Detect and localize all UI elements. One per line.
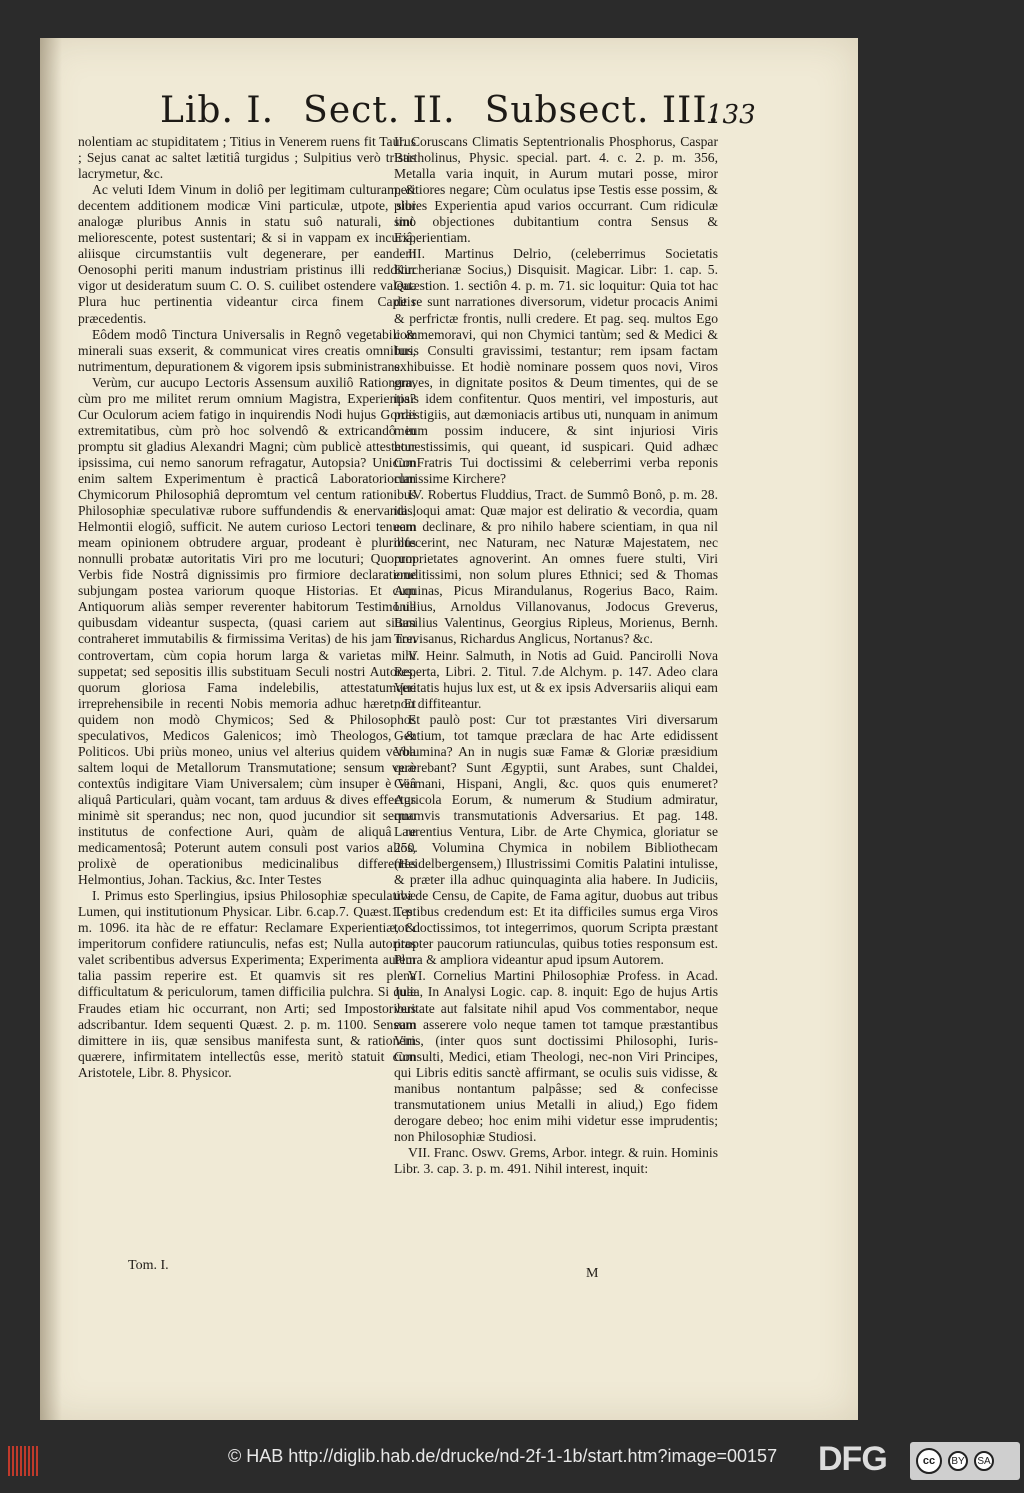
paragraph: Verùm, cur aucupo Lectoris Assensum auxiliô Rationum, cùm pro me militet rerum omnium Magistra, Experientia? Cur Oculorum aciem fatigo in inquirendis Nodi hujus Gordii extremitatibus, cùm prò hoc solvendô & extricandô in promptu sit gladius Alexandri Magni; cùm publicè attestetur ipsissima, cui nemo sanorum refragatur, Autopsia? Unicum enim saltem Experimentum è practicâ Laboratoriorum Chymicorum Philosophiâ depromtum vel centum rationibus Philosophiæ speculativæ rubore suffundendis & enervandis, Helmontii elogiô, sufficit. Ne autem curioso Lectori tenuem meam opinionem obtrudere arguar, prodeant è pluribus nonnulli probatæ autoritatis Viri pro me locuturi; Quorum Verbis fide Nostrâ dignissimis pro firmiore declaratione subjungam postea variorum quoque Historias. Et cum Antiquorum aliàs semper reverenter habitorum Testimonia quibusdam videantur suspecta, (quasi cariem aut situm contraheret immutabilis & firmissima Veritas) de his jam non controvertam, cùm copia horum larga & varietas mihi suppetat; sed sepositis illis substituam Seculi nostri Autores, quorum gloriosa Fama indelebilis, attestatumque irreprehensibile in recenti Nobis memoria adhuc hæret; Et quidem non modò Chymicos; Sed & Philosophos speculativos, Medicos Galenicos; imò Theologos, & Politicos. Ubi priùs moneo, unius vel alterius quidem verba saltem loqui de Metallorum Transmutatione; sensum verò contextûs indigitare Viam Universalem; cùm insuper è Viâ aliquâ Particulari, quàm vocant, tam arduus & dives effectus minimè sit sperandus; nec non, quod jucundior sit sermo institutus de confectione Auri, quàm de aliquâ re medicamentosâ; Poterunt autem consuli post varios alios, prolixè de operationibus medicinalibus differentes Helmontius, Johan. Tackius, &c. Inter Testes: [78, 374, 416, 888]
paragraph: IV. Robertus Fluddius, Tract. de Summô Bonô, p. m. 28. ita loqui amat: Quæ major est deliratio & vecordia, quam eam declinare, & pro nihilo habere scientiam, in qua nil olfecerint, nec Naturam, nec Naturæ Majestatem, nec proprietates agnoverint. An omnes fuere stulti, Viri eruditissimi, non solum plures Ethnici; sed & Thomas Aquinas, Picus Mirandulanus, Rogerius Baco, Raim. Lullius, Arnoldus Villanovanus, Jodocus Greverus, Basilius Valentinus, Georgius Ripleus, Morienus, Bernh. Trevisanus, Richardus Anglicus, Nortanus? &c.: [394, 487, 718, 647]
paragraph: Eôdem modô Tinctura Universalis in Regnô vegetabili & minerali suas exserit, & communicat vires creatis omnibus, nutrimentum, depurationem & vigorem ipsis subministrans.: [78, 326, 416, 374]
right-text-column: [394, 134, 718, 1177]
viewer-footer: [0, 1430, 1024, 1493]
copyright-link[interactable]: © HAB http://diglib.hab.de/drucke/nd-2f-1-1b/start.htm?image=00157: [228, 1446, 778, 1466]
page-gutter-shadow: [40, 38, 62, 1420]
by-icon: BY: [948, 1451, 968, 1471]
paragraph: II. Coruscans Climatis Septentrionalis Phosphorus, Caspar Bartholinus, Physic. special. part. 4. c. 2. p. m. 356, Metalla varia inquit, in Aurum mutari posse, miror peritiores negare; Cùm oculatus ipse Testis esse possim, & plures Experientia apud varios occurrant. Cum ridiculæ sint objectiones dubitantium contra Sensus & Experientiam.: [394, 134, 718, 246]
header-lib: Lib. I.: [160, 90, 275, 131]
header-sect: Sect. II.: [303, 90, 456, 131]
paragraph: VI. Cornelius Martini Philosophiæ Profess. in Acad. Julia, In Analysi Logic. cap. 8. inquit: Ego de hujus Artis veritate aut falsitate nihil apud Vos commentabor, neque eam asserere volo neque tamen tot tamque præstantibus Viris, (inter quos sunt doctissimi Philosophi, Iuris-Consulti, Medici, etiam Theologi, nec-non Viri Principes, qui Libris editis sanctè affirmant, se oculis suis vidisse, & manibus nontantum palpâsse; sed & confecisse transmutationem unius Metalli in aliud,) Ego fidem derogare debeo; hoc enim mihi videtur esse imprudentis; non Philosophiæ Studiosi.: [394, 968, 718, 1144]
dfg-logo[interactable]: DFG: [818, 1440, 887, 1478]
paragraph: III. Martinus Delrio, (celeberrimus Societatis Kircherianæ Socius,) Disquisit. Magicar. Libr: 1. cap. 5. Quæstion. 1. sectiôn 4. p. m. 71. sic loquitur: Quia tot hac de re sunt narrationes diversorum, videtur procacis Animi & perfrictæ frontis, nulli credere. Et pag. seq. multos Ego commemoravi, qui non Chymici tantùm; sed & Medici & Iuris Consulti gravissimi, testantur; rem ipsam factam exhibuisse. Et hodiè nominare possem quos novi, Viros graves, in dignitate positos & Deum timentes, qui de se ipsis idem confitentur. Quos mentiri, vel imposturis, aut præstigiis, aut dæmoniacis artibus uti, nunquam in animum meum possim inducere, & sint injuriosi Viris honestissimis, qui queant, id suspicari. Quid adhæc ConFratris Tui doctissimi & celeberrimi verba reponis clarissime Kirchere?: [394, 246, 718, 486]
barcode-icon: [8, 1446, 38, 1476]
paragraph: V. Heinr. Salmuth, in Notis ad Guid. Pancirolli Nova Reperta, Libri. 2. Titul. 7.de Alchym. p. 147. Adeo clara Veritatis hujus lux est, ut & ex ipsis Adversariis aliqui eam non diffiteantur.: [394, 647, 718, 711]
page-number: 133: [706, 100, 756, 130]
paragraph: nolentiam ac stupiditatem ; Titius in Venerem ruens fit Taurus ; Sejus canat ac saltet lætitiâ turgidus ; Sulpitius verò tristis lacrymetur, &c.: [78, 134, 416, 182]
paragraph: VII. Franc. Oswv. Grems, Arbor. integr. & ruin. Hominis Libr. 3. cap. 3. p. m. 491. Nihil interest, inquit:: [394, 1144, 718, 1176]
paragraph: Et paulò post: Cur tot præstantes Viri diversarum Gentium, tot tamque præclara de hac Arte edidissent Volumina? An in nugis suæ Famæ & Gloriæ præsidium quærebant? Sunt Ægyptii, sunt Arabes, sunt Chaldei, Germani, Hispani, Angli, &c. quos quis enumeret? Agricola Eorum, & numerum & Studium admiratur, quamvis transmutationis Adversarius. Et pag. 148. Laurentius Ventura, Libr. de Arte Chymica, gloriatur se 250. Volumina Chymica in nobilem Bibliothecam (Heidelbergensem,) Illustrissimi Comitis Palatini intulisse, & præter illa adhuc quinquaginta alia habere. In Judiciis, ubi de Censu, de Capite, de Fama agitur, duobus aut tribus Testibus credendum est: Et ita difficiles sumus erga Viros tot doctissimos, tot integerrimos, quorum Scripta præstant propter paucorum ratiunculas, quibus toties responsum est. Plura & ampliora videantur apud ipsum Autorem.: [394, 711, 718, 968]
left-text-column: [78, 134, 416, 1081]
running-header: [160, 90, 720, 134]
header-subsect: Subsect. III.: [484, 90, 720, 131]
signature-tom: Tom. I.: [128, 1258, 169, 1273]
signature-m: M: [586, 1266, 599, 1281]
cc-license-badge[interactable]: [910, 1442, 1020, 1480]
paragraph: I. Primus esto Sperlingius, ipsius Philosophiæ speculativæ Lumen, qui institutionum Physicar. Libr. 6.cap.7. Quæst.1. p. m. 1096. ita hàc de re effatur: Reclamare Experientiæ, & imperitorum confidere ratiunculis, nefas est; Nulla autoritas valet scribentibus adversus Experimenta; Experimenta autem talia passim reperire est. Et quamvis sit res plena difficultatum & periculorum, tamen difficilia pulchra. Si quæ Fraudes etiam hic occurrant, non Arti; sed Impostoribus adscribantur. Idem sequenti Quæst. 2. p. m. 1100. Sensum dimittere in iis, quæ sensibus manifesta sunt, & rationem quærere, infirmitatem intellectûs esse, meritò statuit cum Aristotele, Libr. 8. Physicor.: [78, 888, 416, 1080]
sa-icon: SA: [974, 1451, 994, 1471]
cc-icon: cc: [916, 1448, 942, 1474]
paragraph: Ac veluti Idem Vinum in doliô per legitimam culturam, & decentem additionem modicæ Vini particulæ, utpote, sibi analogæ pluribus Annis in statu suô naturali, imò meliorescente, potest sustentari; & si in vappam ex incuriâ, aliisque circumstantiis vult degenerare, per eandem Oenosophi periti manum industriam pristinus illi redditur vigor ut desideratum suum C. O. S. cuilibet ostendere valeat. Plura huc pertinentia videantur circa finem Capitis præcedentis.: [78, 182, 416, 326]
